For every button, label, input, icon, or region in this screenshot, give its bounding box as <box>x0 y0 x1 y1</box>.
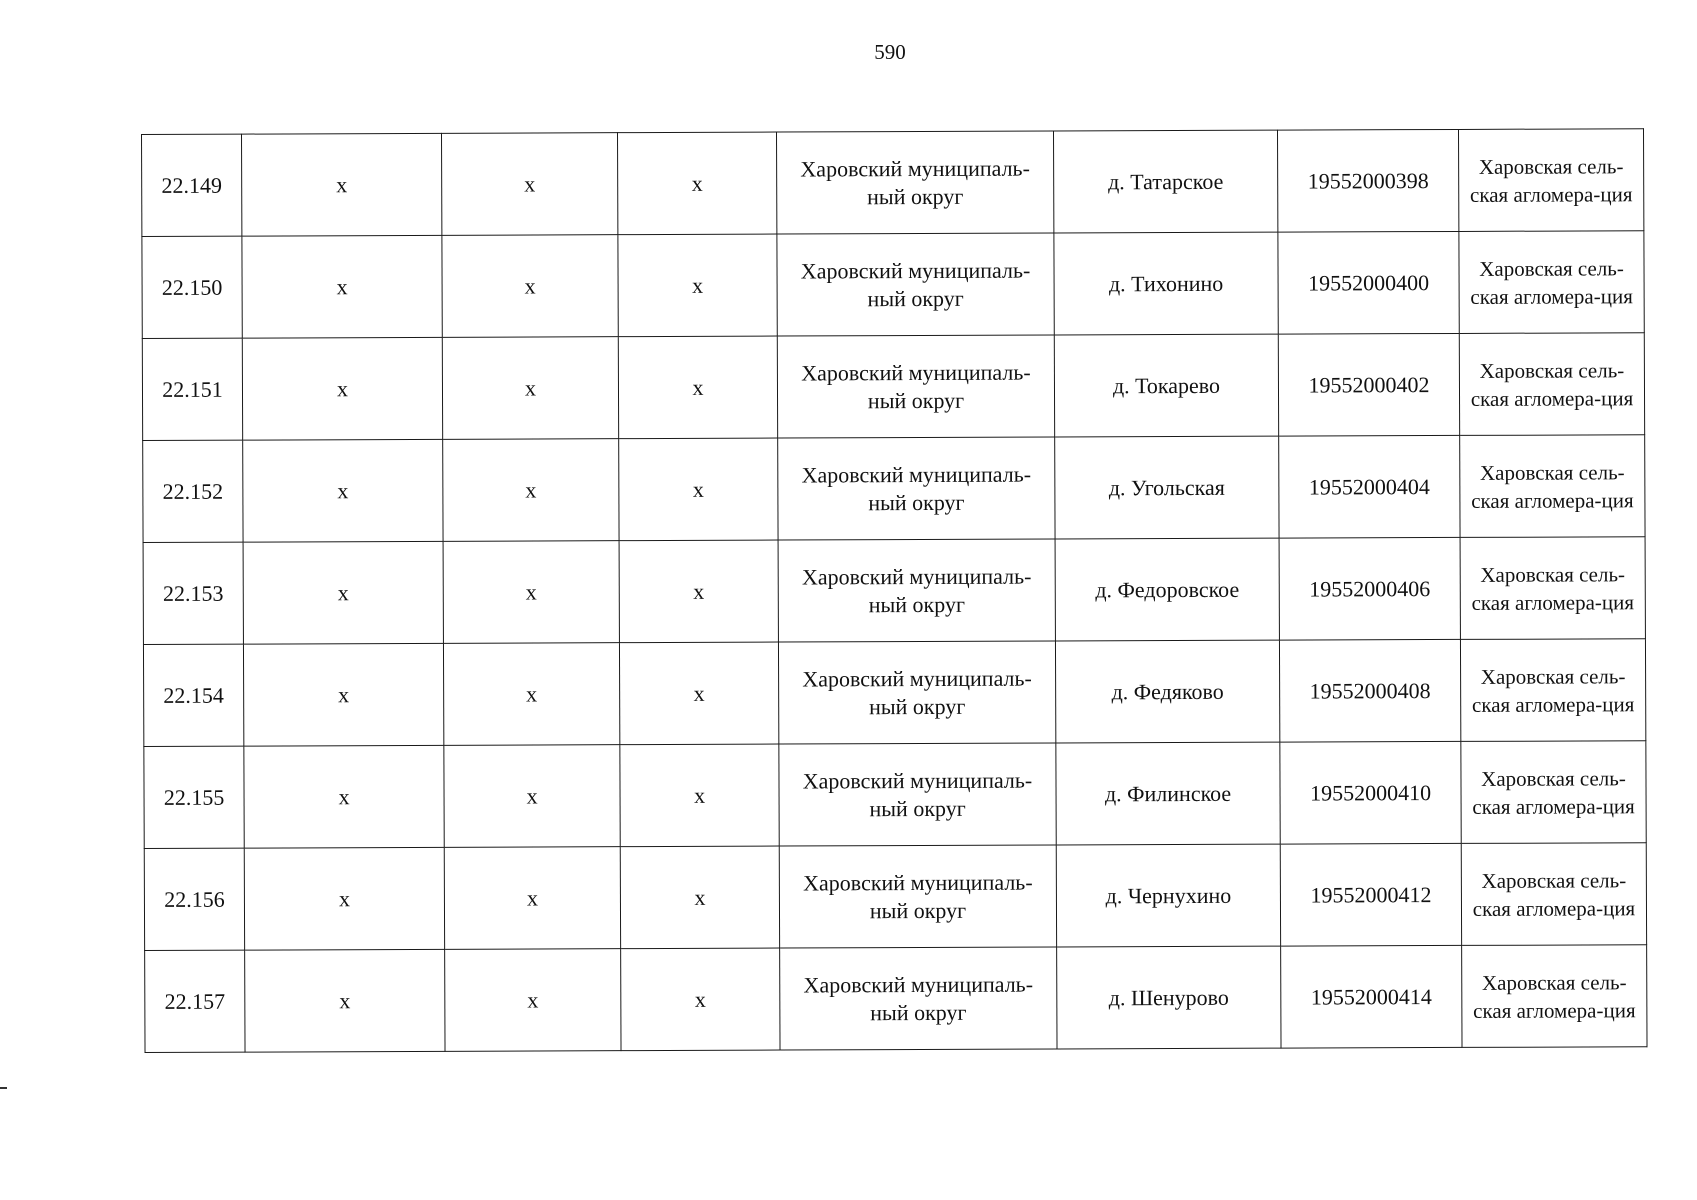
table-row <box>142 333 1644 441</box>
code-cell: 19552000398 <box>1277 129 1458 232</box>
agglomeration-cell: Харовская сель-ская агломера-ция <box>1459 231 1644 334</box>
row-number-cell: 22.155 <box>144 746 244 848</box>
row-number-cell: 22.156 <box>144 848 244 950</box>
row-number-cell: 22.152 <box>143 440 243 542</box>
table-row <box>145 945 1647 1053</box>
settlement-cell: д. Федоровское <box>1055 538 1279 641</box>
code-cell: 19552000404 <box>1279 435 1460 538</box>
agglomeration-cell: Харовская сель-ская агломера-ция <box>1460 537 1645 640</box>
code-cell: 19552000410 <box>1280 741 1461 844</box>
mark-cell-2: х <box>442 337 618 440</box>
settlement-cell: д. Филинское <box>1056 742 1280 845</box>
agglomeration-cell: Харовская сель-ская агломера-ция <box>1459 333 1644 436</box>
municipality-cell: Харовский муниципаль-ный округ <box>777 233 1054 336</box>
mark-cell-1: х <box>243 439 443 542</box>
settlements-table <box>141 128 1648 1053</box>
row-number-cell: 22.151 <box>142 338 242 440</box>
code-cell: 19552000414 <box>1281 945 1462 1048</box>
code-cell: 19552000408 <box>1279 639 1460 742</box>
settlement-cell: д. Угольская <box>1055 436 1279 539</box>
mark-cell-3: х <box>619 642 778 745</box>
mark-cell-2: х <box>443 643 619 746</box>
mark-cell-2: х <box>442 235 618 338</box>
code-cell: 19552000400 <box>1278 231 1459 334</box>
agglomeration-cell: Харовская сель-ская агломера-ция <box>1460 435 1645 538</box>
mark-cell-3: х <box>617 132 776 235</box>
agglomeration-cell: Харовская сель-ская агломера-ция <box>1460 639 1645 742</box>
mark-cell-3: х <box>619 540 778 643</box>
row-number-cell: 22.153 <box>143 542 243 644</box>
mark-cell-3: х <box>619 438 778 541</box>
agglomeration-cell: Харовская сель-ская агломера-ция <box>1461 741 1646 844</box>
mark-cell-2: х <box>445 949 621 1052</box>
settlement-cell: д. Тихонино <box>1054 232 1278 335</box>
mark-cell-1: х <box>242 235 442 338</box>
mark-cell-1: х <box>242 337 442 440</box>
mark-cell-2: х <box>444 745 620 848</box>
table-row <box>143 537 1645 645</box>
mark-cell-1: х <box>243 541 443 644</box>
mark-cell-2: х <box>443 439 619 542</box>
table-row <box>143 435 1645 543</box>
table-row <box>144 741 1646 849</box>
agglomeration-cell: Харовская сель-ская агломера-ция <box>1458 129 1643 232</box>
mark-cell-3: х <box>621 948 780 1051</box>
mark-cell-2: х <box>441 133 617 236</box>
municipality-cell: Харовский муниципаль-ный округ <box>780 947 1057 1050</box>
settlement-cell: д. Чернухино <box>1056 844 1280 947</box>
municipality-cell: Харовский муниципаль-ный округ <box>778 539 1055 642</box>
code-cell: 19552000402 <box>1278 333 1459 436</box>
municipality-cell: Харовский муниципаль-ный округ <box>776 131 1053 234</box>
agglomeration-cell: Харовская сель-ская агломера-ция <box>1461 843 1646 946</box>
row-number-cell: 22.149 <box>142 134 242 236</box>
mark-cell-1: х <box>242 133 442 236</box>
mark-cell-3: х <box>618 336 777 439</box>
table-body <box>142 129 1648 1053</box>
municipality-cell: Харовский муниципаль-ный округ <box>779 845 1056 948</box>
settlement-cell: д. Татарское <box>1053 130 1277 233</box>
code-cell: 19552000412 <box>1280 843 1461 946</box>
mark-cell-2: х <box>444 847 620 950</box>
table-row <box>142 129 1644 237</box>
margin-mark <box>0 1087 7 1089</box>
mark-cell-1: х <box>243 643 443 746</box>
table-row <box>144 843 1646 951</box>
settlement-cell: д. Шенурово <box>1057 946 1281 1049</box>
agglomeration-cell: Харовская сель-ская агломера-ция <box>1462 945 1647 1048</box>
settlement-cell: д. Федяково <box>1055 640 1279 743</box>
row-number-cell: 22.157 <box>145 950 245 1052</box>
code-cell: 19552000406 <box>1279 537 1460 640</box>
mark-cell-1: х <box>245 949 445 1052</box>
mark-cell-2: х <box>443 541 619 644</box>
mark-cell-3: х <box>620 744 779 847</box>
municipality-cell: Харовский муниципаль-ный округ <box>778 437 1055 540</box>
municipality-cell: Харовский муниципаль-ный округ <box>777 335 1054 438</box>
row-number-cell: 22.154 <box>143 644 243 746</box>
row-number-cell: 22.150 <box>142 236 242 338</box>
mark-cell-3: х <box>618 234 777 337</box>
mark-cell-1: х <box>244 847 444 950</box>
municipality-cell: Харовский муниципаль-ный округ <box>778 641 1055 744</box>
page-number: 590 <box>874 40 906 64</box>
municipality-cell: Харовский муниципаль-ный округ <box>779 743 1056 846</box>
table-row <box>143 639 1645 747</box>
mark-cell-1: х <box>244 745 444 848</box>
table-row <box>142 231 1644 339</box>
mark-cell-3: х <box>620 846 779 949</box>
settlement-cell: д. Токарево <box>1054 334 1278 437</box>
